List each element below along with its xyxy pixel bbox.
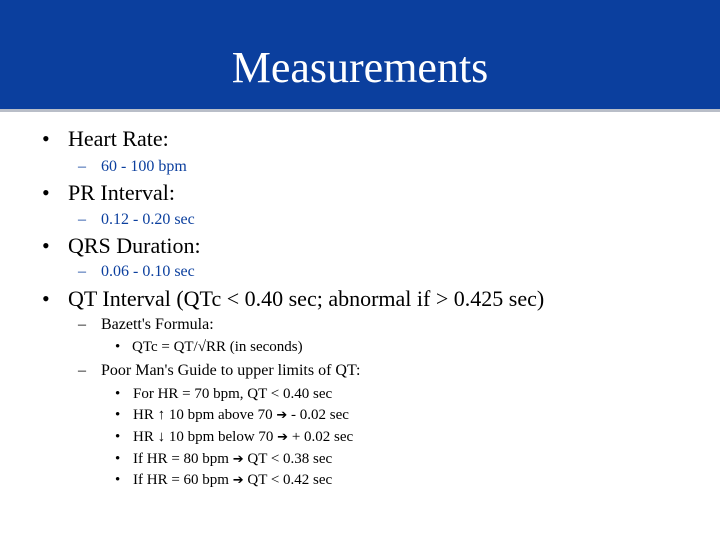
sub-heart-rate [78, 157, 187, 177]
sub-dash: – [78, 362, 86, 379]
sub-pr-interval [78, 210, 195, 230]
sub-qrs-duration [78, 262, 195, 282]
rule-result: - 0.02 sec [287, 407, 349, 423]
bullet-dot: • [115, 472, 121, 488]
rule-text: If HR = 80 bpm [133, 451, 233, 467]
bullet-dot: • [42, 233, 50, 258]
sub-dash: – [78, 158, 86, 175]
bullet-dot: • [42, 180, 50, 205]
right-arrow-icon: ➔ [232, 452, 244, 467]
sub-text: 0.06 - 0.10 sec [101, 263, 195, 280]
rule-text: HR ↓ 10 bpm below 70 [133, 429, 278, 445]
guide-rule [115, 428, 353, 447]
right-arrow-icon: ➔ [232, 473, 244, 488]
bullet-label: QT Interval (QTc < 0.40 sec; abnormal if > 0.425 sec) [68, 286, 545, 311]
guide-rule [115, 471, 332, 490]
guide-rule [115, 450, 332, 469]
bullet-qt-interval [42, 286, 544, 312]
bullet-dot: • [42, 126, 50, 151]
bullet-dot: • [115, 407, 121, 423]
sub-text: 0.12 - 0.20 sec [101, 211, 195, 228]
rule-result: QT < 0.42 sec [243, 472, 333, 488]
sub-text: 60 - 100 bpm [101, 158, 187, 175]
right-arrow-icon: ➔ [277, 430, 289, 445]
sub-text: Poor Man's Guide to upper limits of QT: [101, 362, 361, 379]
rule-text: If HR = 60 bpm [133, 472, 233, 488]
sub-text: Bazett's Formula: [101, 316, 214, 333]
rule-text: For HR = 70 bpm, QT < 0.40 sec [133, 386, 333, 402]
bullet-label: Heart Rate: [68, 126, 169, 151]
bullet-dot: • [115, 429, 121, 445]
right-arrow-icon: ➔ [276, 408, 288, 423]
bullet-pr-interval [42, 180, 175, 206]
bazett-formula-text [115, 338, 303, 356]
sub-poor-mans-guide [78, 361, 360, 381]
slide-title: Measurements [231, 43, 489, 92]
bullet-label: PR Interval: [68, 180, 175, 205]
rule-result: QT < 0.38 sec [243, 451, 333, 467]
bullet-dot: • [115, 451, 121, 467]
sub-bazett-formula [78, 315, 214, 335]
bullet-dot: • [115, 339, 121, 355]
guide-rule [115, 406, 349, 425]
bullet-heart-rate [42, 126, 169, 152]
rule-text: HR ↑ 10 bpm above 70 [133, 407, 277, 423]
bullet-dot: • [42, 286, 50, 311]
sub-dash: – [78, 263, 86, 280]
bullet-dot: • [115, 386, 121, 402]
bullet-qrs-duration [42, 233, 201, 259]
sub-dash: – [78, 316, 86, 333]
formula-text: QTc = QT/√RR (in seconds) [132, 339, 303, 355]
guide-rule [115, 385, 332, 403]
bullet-label: QRS Duration: [68, 233, 201, 258]
sub-dash: – [78, 211, 86, 228]
rule-result: + 0.02 sec [288, 429, 354, 445]
